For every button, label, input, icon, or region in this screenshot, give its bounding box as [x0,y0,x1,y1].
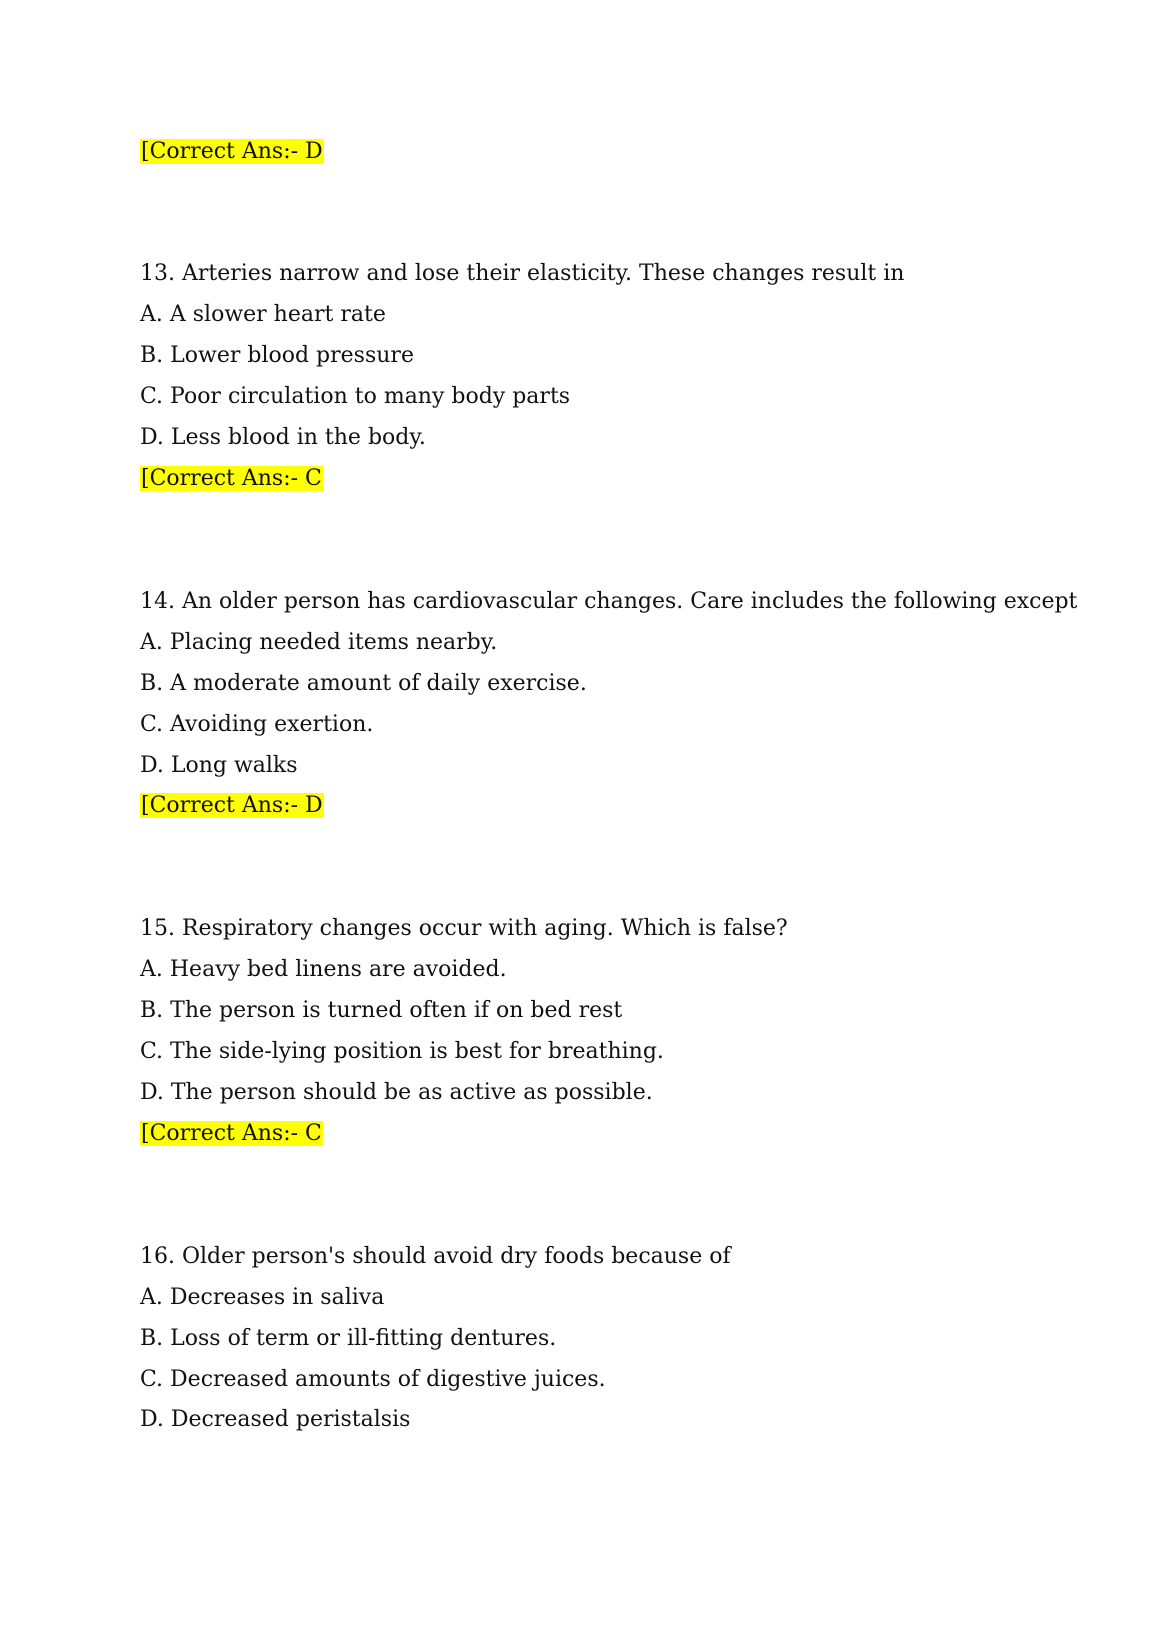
answer-highlight: [Correct Ans:- D [141,793,323,818]
question-15-option-a: A. Heavy bed linens are avoided. [140,957,507,982]
question-13-option-a: A. A slower heart rate [140,302,386,327]
question-13-text: 13. Arteries narrow and lose their elasticity. These changes result in [140,261,905,286]
answer-highlight: [Correct Ans:- D [141,139,323,164]
question-13-option-d: D. Less blood in the body. [140,425,426,450]
answer-highlight: [Correct Ans:- C [141,1121,322,1146]
question-16-option-b: B. Loss of term or ill-fitting dentures. [140,1326,557,1351]
question-13-option-b: B. Lower blood pressure [140,343,414,368]
question-13-option-c: C. Poor circulation to many body parts [140,384,571,409]
question-15-text: 15. Respiratory changes occur with aging. Which is false? [140,916,788,941]
correct-answer-q14 [140,791,324,821]
question-14-option-d: D. Long walks [140,753,298,778]
question-16-text: 16. Older person's should avoid dry foods because of [140,1244,731,1269]
question-16-option-d: D. Decreased peristalsis [140,1407,411,1432]
answer-highlight: [Correct Ans:- C [141,466,322,491]
question-14-text: 14. An older person has cardiovascular changes. Care includes the following except [140,589,1078,614]
correct-answer-q13 [140,464,323,494]
question-14-option-c: C. Avoiding exertion. [140,712,374,737]
correct-answer-q15 [140,1119,323,1149]
question-16-option-c: C. Decreased amounts of digestive juices. [140,1367,606,1392]
question-15-option-b: B. The person is turned often if on bed rest [140,998,623,1023]
question-15-option-c: C. The side-lying position is best for breathing. [140,1039,664,1064]
question-15-option-d: D. The person should be as active as possible. [140,1080,653,1105]
question-16-option-a: A. Decreases in saliva [140,1285,385,1310]
correct-answer-q12 [140,137,324,167]
question-14-option-a: A. Placing needed items nearby. [140,630,498,655]
question-14-option-b: B. A moderate amount of daily exercise. [140,671,587,696]
